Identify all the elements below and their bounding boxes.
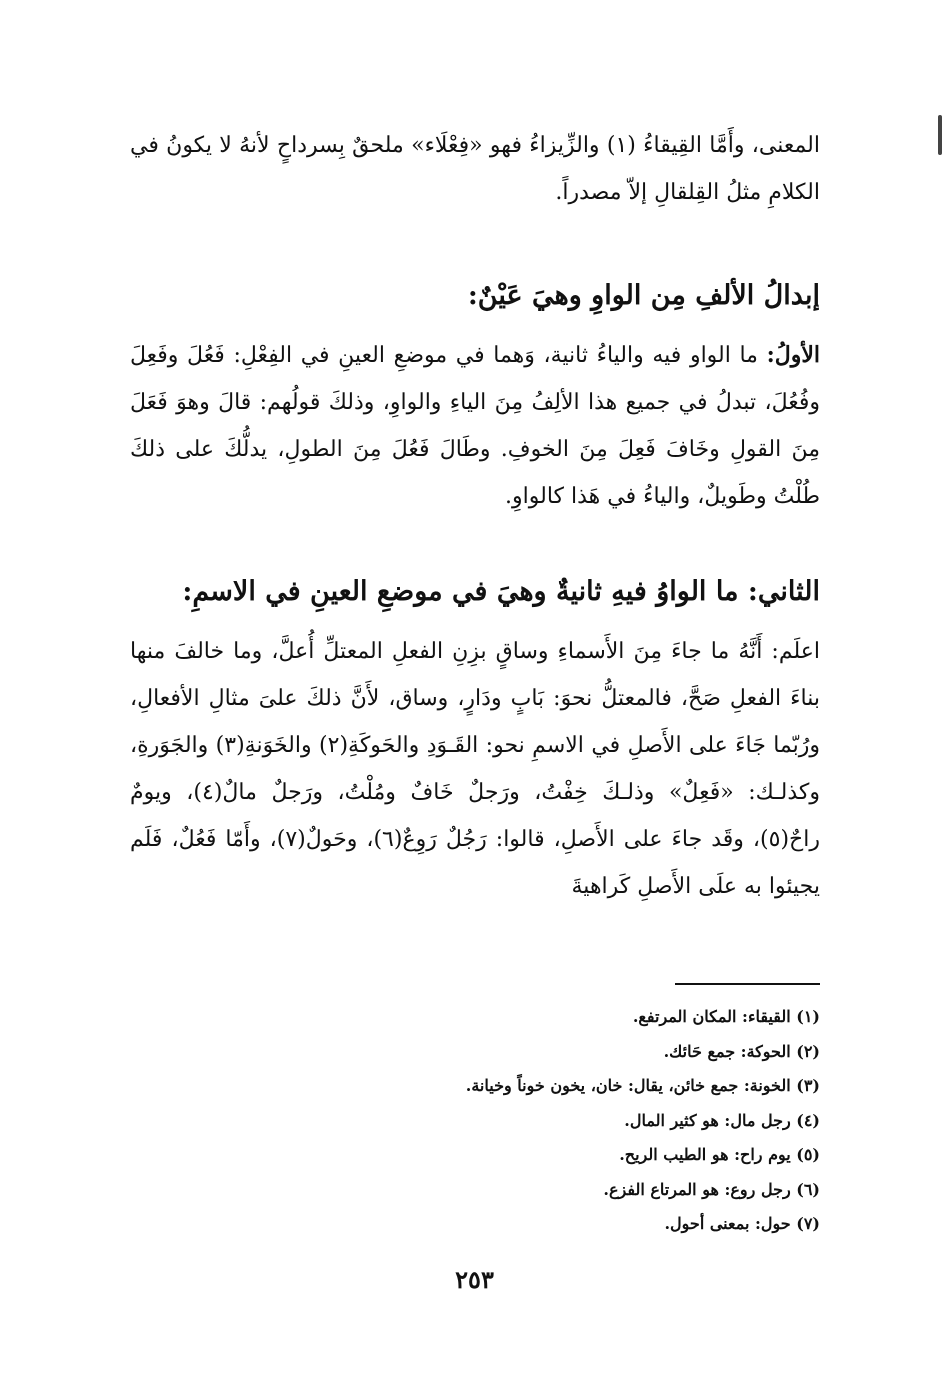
scan-edge-mark xyxy=(938,115,942,155)
footnote-divider xyxy=(675,983,820,985)
footnote-item: (٣) الخونة: جمع خائن، يقال: خان، يخون خوناً وخيانة. xyxy=(465,1076,820,1095)
section-1-paragraph xyxy=(130,332,820,520)
section-1-lead: الأولُ: xyxy=(766,342,820,368)
intro-paragraph: المعنى، وأَمَّا القِيقاءُ (١) والزِّيزاءُ فهو «فِعْلَاء» ملحقٌ بِسرداحٍ لأنهُ لا يكونُ في الكلامِ مثلُ القِلقالِ إلاّ مصدراً. xyxy=(130,133,820,205)
section-heading-1: إبدالُ الألفِ مِن الواوِ وهيَ عَيْنٌ: xyxy=(467,280,820,311)
section-2-paragraph: اعلَم: أَنَّهُ ما جاءَ مِنَ الأَسماءِ وساقٍ بزِنِ الفعلِ المعتلِّ أُعلَّ، وما خالفَ منها بناءَ الفعلِ صَحَّ، فالمعتلُّ نحوَ: بَابٍ ودَارٍ، وساق، لأَنَّ ذلكَ علىَ مثالِ الأفعالِ، ورُبّما جَاءَ على الأَصلِ في الاسمِ نحو: القَـوَدِ والحَوكَةِ(٢) والخَوَنةِ(٣) والجَوَرةِ، وكذلـك: «فَعِلٌ» وذلـكَ خِفْتُ، ورَجلٌ خَافٌ ومُلْتُ، ورَجلٌ مالٌ(٤)، ويومٌ راحٌ(٥)، وقَد جاءَ على الأَصلِ، قالوا: رَجُلٌ رَوِعٌ(٦)، وحَولٌ(٧)، وأَمّا فَعُلٌ، فَلَم يجيئوا به علَى الأَصلِ كَراهيةَ xyxy=(130,639,821,899)
section-1-text: ما الواو فيه والياءُ ثانية، وَهما في موضعِ العينِ في الفِعْلِ: فَعُلَ وفَعِلَ وفُعُلَ، تبدلُ في جميع هذا الألِفُ مِنَ الياءِ والواوِ، وذلكَ قولُهم: قالَ وهوَ فَعَلَ مِنَ القولِ وخَافَ فَعِلَ مِنَ الخوفِ. وطَالَ فَعُلَ مِنَ الطولِ، يدلُّكَ على ذلكَ طُلْتُ وطَويلٌ، والياءُ في هَذا كالواوِ. xyxy=(130,343,820,509)
footnote-item: (٦) رجل روع: هو المرتاع الفزع. xyxy=(603,1179,820,1199)
page-number: ٢٥٣ xyxy=(455,1265,494,1294)
footnote-item: (٥) يوم راح: هو الطيب الريح. xyxy=(619,1145,820,1164)
section-heading-2: الثاني: ما الواوُ فيهِ ثانيةٌ وهيَ في موضعِ العينِ في الاسمِ: xyxy=(182,576,820,607)
footnote-item: (٤) رجل مال: هو كثير المال. xyxy=(624,1110,820,1130)
footnote-item: (٧) حول: بمعنى أحول. xyxy=(664,1214,820,1233)
footnotes-list xyxy=(300,1000,820,1242)
footnote-item: (١) القيقاء: المكان المرتفع. xyxy=(632,1007,820,1026)
footnote-item: (٢) الحوكة: جمع حَائك. xyxy=(663,1041,820,1061)
